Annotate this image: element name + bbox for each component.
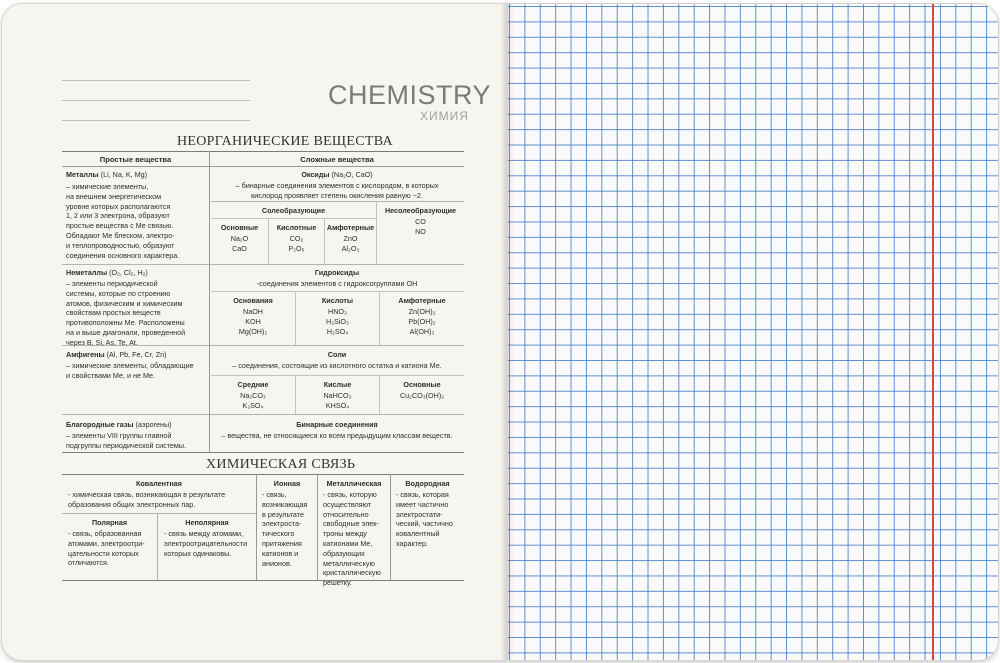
table-rule <box>62 151 464 152</box>
table-rule <box>62 474 464 475</box>
nonmetals-description: – элементы периодической системы, которые по строению атомов, физическим и химическим свойствам простых веществ противоположны Ме. Расположены на и выше диагонали, проведенной через B, Si, As, Te, At. <box>66 279 186 347</box>
bases-items: NaOH KOH Mg(OH)₂ <box>238 307 268 336</box>
amphoteric-oxides-items: ZnO Al₂O₃ <box>341 234 360 253</box>
noble-gases-description: – элементы VIII группы главной подгруппы периодической системы. <box>66 431 187 450</box>
polar-description: - связь, образованная атомами, электроотри- цательности которых отличаются. <box>68 529 145 568</box>
acidic-oxides-label: Кислотные <box>276 223 317 232</box>
table-rule <box>62 580 464 581</box>
writing-line <box>62 80 250 81</box>
salt-forming-label: Солеобразующие <box>261 206 326 215</box>
acids-label: Кислоты <box>321 296 354 305</box>
page-title: CHEMISTRY <box>328 80 492 110</box>
acids-items: HNO₃ H₂SiO₃ H₂SO₄ <box>326 307 349 336</box>
page-subtitle: ХИМИЯ <box>420 109 469 123</box>
table-rule <box>211 291 464 292</box>
binary-compounds-description: – вещества, не относящиеся ко всем предыдущим классам веществ. <box>221 431 453 440</box>
basic-salts-label: Основные <box>403 380 441 389</box>
ionic-heading: Ионная <box>273 479 301 488</box>
non-salt-forming-items: CO NO <box>415 217 426 236</box>
noble-gases-heading: Благородные газы (аэрогены) <box>66 420 172 429</box>
table-divider <box>390 474 391 580</box>
complex-substances-header: Сложные вещества <box>300 155 374 164</box>
table-rule <box>211 201 464 202</box>
writing-line <box>62 100 250 101</box>
left-page <box>2 4 508 660</box>
table-rule <box>62 513 256 514</box>
amphoteric-hydroxides-label: Амфотерные <box>398 296 446 305</box>
table-rule <box>211 218 376 219</box>
metallic-description: - связь, которую осуществляют относительно свободные элек- троны между катионами Ме, образующих металлическую кристаллическую решетку. <box>323 490 381 588</box>
hydrogen-description: - связь, которая имеет частично электростати- ческий, частично ковалентный характер. <box>396 490 453 548</box>
basic-oxides-label: Основные <box>220 223 259 232</box>
grid-page <box>508 4 998 660</box>
hydroxides-heading: Гидроксиды <box>314 268 360 277</box>
bond-title: ХИМИЧЕСКАЯ СВЯЗЬ <box>206 457 356 472</box>
table-rule <box>62 414 464 415</box>
nonpolar-description: - связь между атомами, электроотрицательности которых одинаковы. <box>164 529 248 558</box>
table-divider <box>317 474 318 580</box>
metallic-heading: Металлическая <box>326 479 382 488</box>
acidic-salts-label: Кислые <box>323 380 352 389</box>
amphoteric-oxides-label: Амфотерные <box>326 223 375 232</box>
hydrogen-heading: Водородная <box>405 479 450 488</box>
oxides-heading: Оксиды (Na₂O, CaO) <box>301 170 373 179</box>
polar-heading: Полярная <box>91 518 128 527</box>
table-divider <box>256 474 257 580</box>
metals-heading: Металлы (Li, Na, K, Mg) <box>66 170 148 179</box>
simple-substances-header: Простые вещества <box>99 155 172 164</box>
hydroxides-description: -соединения элементов с гидроксогруппами OH <box>256 279 418 288</box>
covalent-description: - химическая связь, возникающая в результате образования общих электронных пар. <box>68 490 226 509</box>
spine-shadow <box>500 4 516 660</box>
metals-description: – химические элементы, на внешнем энергетическом уровне которых располагаются 1, 2 или 3 электрона, образуют простые вещества с Ме связью. Обладают Ме блеском, электро- и теплопроводностью, образуют соединения основного характера. <box>66 182 180 260</box>
covalent-heading: Ковалентная <box>136 479 182 488</box>
writing-line <box>62 120 250 121</box>
medium-salts-label: Средние <box>237 380 269 389</box>
table-rule <box>62 264 464 265</box>
table-rule <box>62 452 464 453</box>
acidic-oxides-items: CO₂ P₂O₅ <box>288 234 305 253</box>
bases-label: Основания <box>233 296 273 305</box>
ionic-description: - связь, возникающая в результате электроста- тического притяжения катионов и анионов. <box>262 490 308 568</box>
basic-salts-items: Cu₂CO₃(OH)₂ <box>399 391 445 400</box>
oxides-description: – бинарные соединения элементов с кислородом, в которых кислород проявляет степень окисления равную −2. <box>235 181 439 200</box>
margin-line <box>932 4 934 660</box>
salts-heading: Соли <box>327 350 347 359</box>
inorganic-title: НЕОРГАНИЧЕСКИЕ ВЕЩЕСТВА <box>177 134 393 149</box>
amphoteric-hydroxides-items: Zn(OH)₂ Pb(OH)₂ Al(OH)₃ <box>408 307 436 336</box>
table-rule <box>211 375 464 376</box>
table-rule <box>62 166 464 167</box>
acidic-salts-items: NaHCO₃ KHSO₄ <box>323 391 352 410</box>
notebook-spread <box>2 4 998 660</box>
basic-oxides-items: Na₂O CaO <box>230 234 249 253</box>
binary-compounds-heading: Бинарные соединения <box>296 420 378 429</box>
nonmetals-heading: Неметаллы (O₂, Cl₂, H₂) <box>66 268 148 277</box>
amphigens-heading: Амфигены (Al, Pb, Fe, Cr, Zn) <box>66 350 167 359</box>
non-salt-forming-label: Несолеобразующие <box>384 206 457 215</box>
amphigens-description: – химические элементы, обладающие и свойствами Ме, и не Ме. <box>66 361 194 380</box>
medium-salts-items: Na₂CO₃ K₂SO₄ <box>240 391 266 410</box>
salts-description: – соединения, состоящие из кислотного остатка и катиона Ме. <box>232 361 442 370</box>
nonpolar-heading: Неполярная <box>185 518 229 527</box>
